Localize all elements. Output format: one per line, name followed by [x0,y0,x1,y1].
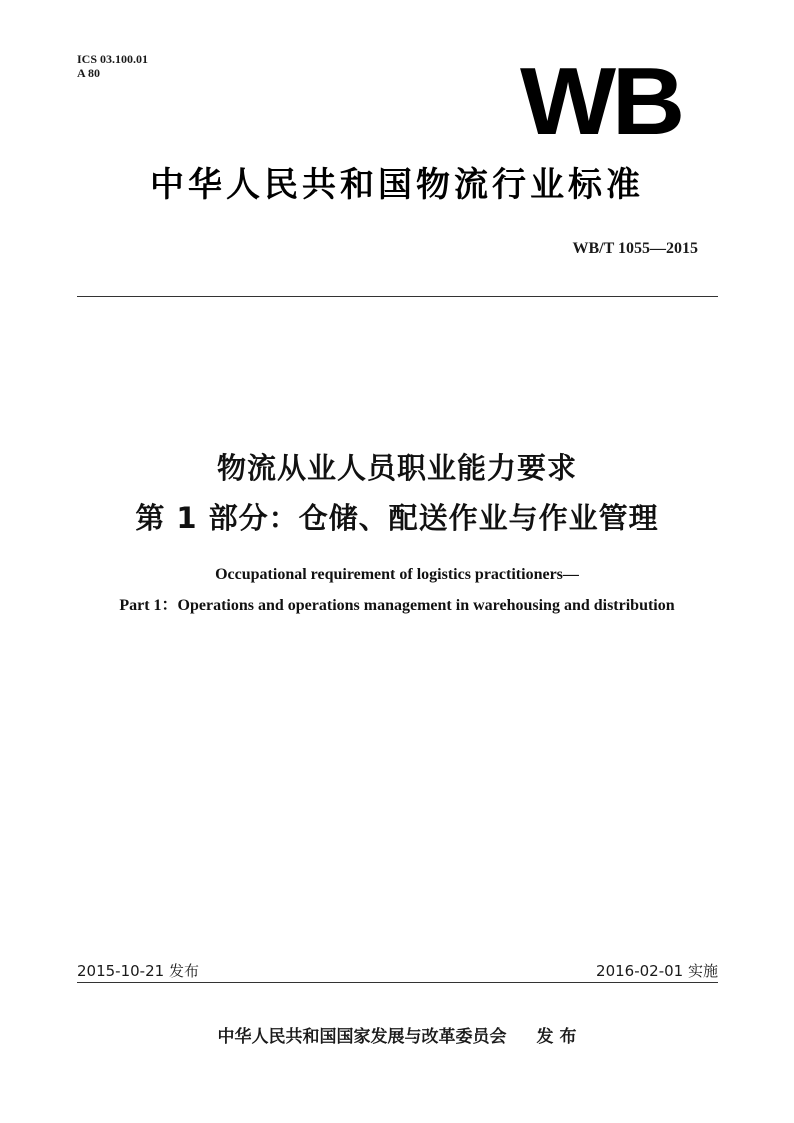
classification-codes [77,52,148,80]
ccs-code: A 80 [77,66,101,80]
standard-category-title: 中华人民共和国物流行业标准 [150,165,644,205]
wb-logo: WB [520,48,682,155]
issue-date: 2015-10-21 发布 [77,962,199,980]
publish-action: 发 布 [536,1027,577,1047]
cn-title-line2: 第 1 部分：仓储、配送作业与作业管理 [135,501,659,535]
en-title-line1: Occupational requirement of logistics practitioners— [215,566,579,583]
implementation-date: 2016-02-01 实施 [596,962,718,980]
cn-title-line1: 物流从业人员职业能力要求 [216,451,577,485]
top-divider [77,296,718,297]
en-title-line2: Part 1：Operations and operations management in warehousing and distribution [119,597,675,614]
ics-code: ICS 03.100.01 [77,52,149,66]
standard-code: WB/T 1055—2015 [572,240,698,257]
publisher-name: 中华人民共和国国家发展与改革委员会 [217,1027,507,1047]
publisher-line [0,1022,794,1047]
bottom-divider [77,982,718,983]
